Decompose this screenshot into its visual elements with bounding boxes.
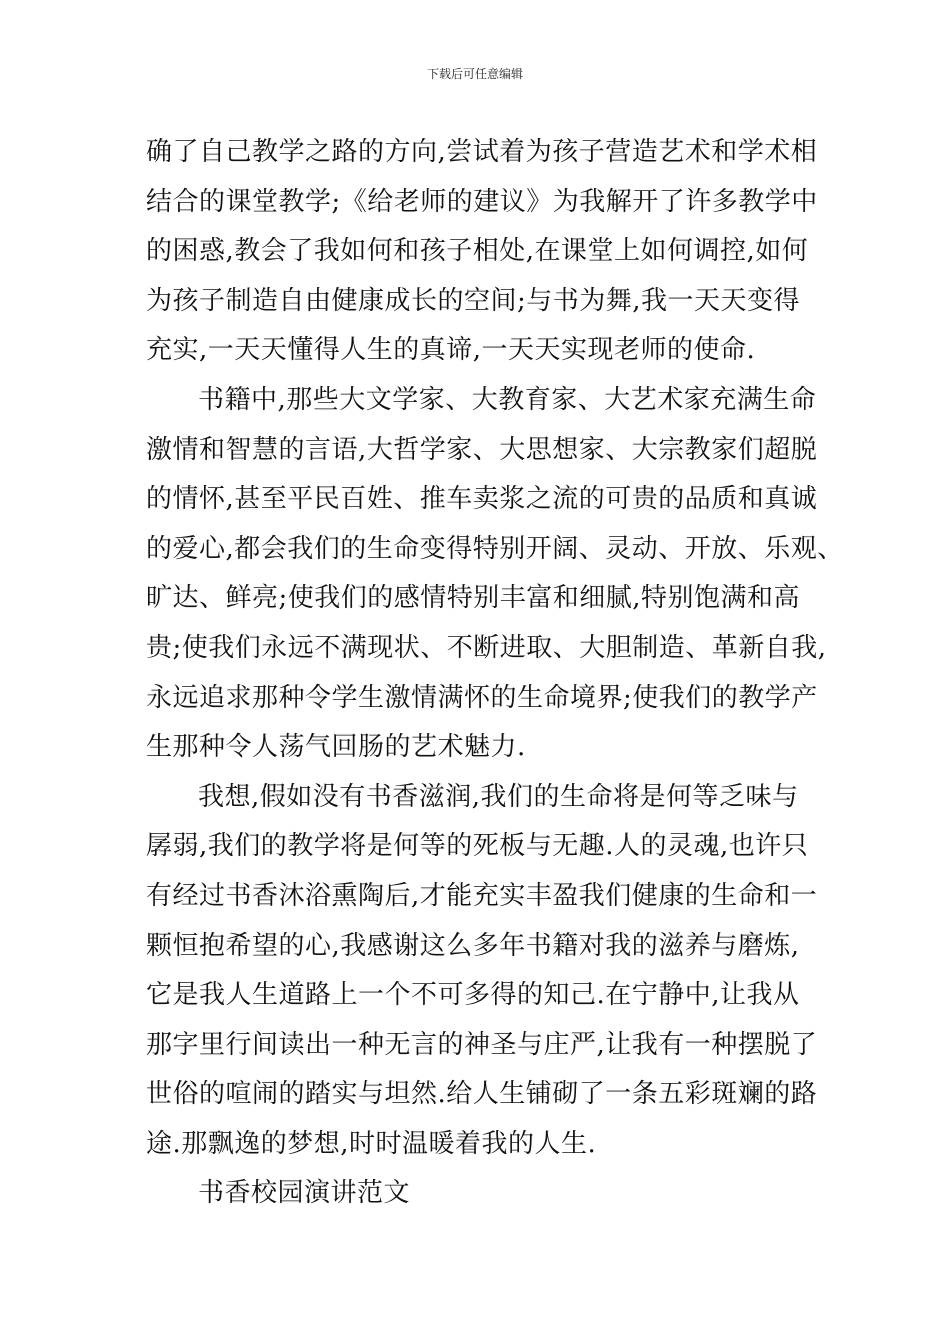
text-line: 的困惑,教会了我如何和孩子相处,在课堂上如何调控,如何 <box>146 236 809 267</box>
text-line: 的爱心,都会我们的生命变得特别开阔、灵动、开放、乐观、 <box>146 533 844 564</box>
text-line: 它是我人生道路上一个不可多得的知己.在宁静中,让我从 <box>146 980 800 1011</box>
text-line: 的情怀,甚至平民百姓、推车卖浆之流的可贵的品质和真诚 <box>146 484 818 515</box>
text-line: 有经过书香沐浴熏陶后,才能充实丰盈我们健康的生命和一 <box>146 880 818 911</box>
document-body <box>146 128 846 1219</box>
text-line: 为孩子制造自由健康成长的空间;与书为舞,我一天天变得 <box>146 285 801 316</box>
text-line: 生那种令人荡气回肠的艺术魅力. <box>146 732 526 763</box>
text-line: 旷达、鲜亮;使我们的感情特别丰富和细腻,特别饱满和高 <box>146 583 801 614</box>
text-line: 孱弱,我们的教学将是何等的死板与无趣.人的灵魂,也许只 <box>146 831 809 862</box>
text-line: 那字里行间读出一种无言的神圣与庄严,让我有一种摆脱了 <box>146 1029 818 1060</box>
text-line: 结合的课堂教学;《给老师的建议》为我解开了许多教学中 <box>146 186 818 217</box>
text-line: 颗恒抱希望的心,我感谢这么多年书籍对我的滋养与磨炼, <box>146 930 800 961</box>
text-line: 贵;使我们永远不满现状、不断进取、大胆制造、革新自我, <box>146 632 827 663</box>
text-line: 充实,一天天懂得人生的真谛,一天天实现老师的使命. <box>146 335 756 366</box>
text-line: 世俗的喧闹的踏实与坦然.给人生铺砌了一条五彩斑斓的路 <box>146 1079 818 1110</box>
text-line: 途.那飘逸的梦想,时时温暖着我的人生. <box>146 1128 597 1159</box>
text-line: 永远追求那种令学生激情满怀的生命境界;使我们的教学产 <box>146 682 818 713</box>
page-header-note: 下载后可任意编辑 <box>426 67 523 81</box>
paragraph-start-line: 书籍中,那些大文学家、大教育家、大艺术家充满生命 <box>198 384 817 415</box>
text-line: 激情和智慧的言语,大哲学家、大思想家、大宗教家们超脱 <box>146 434 818 465</box>
text-line: 确了自己教学之路的方向,尝试着为孩子营造艺术和学术相 <box>146 137 818 167</box>
section-title: 书香校园演讲范文 <box>198 1178 411 1209</box>
paragraph-start-line: 我想,假如没有书香滋润,我们的生命将是何等乏味与 <box>198 781 799 812</box>
